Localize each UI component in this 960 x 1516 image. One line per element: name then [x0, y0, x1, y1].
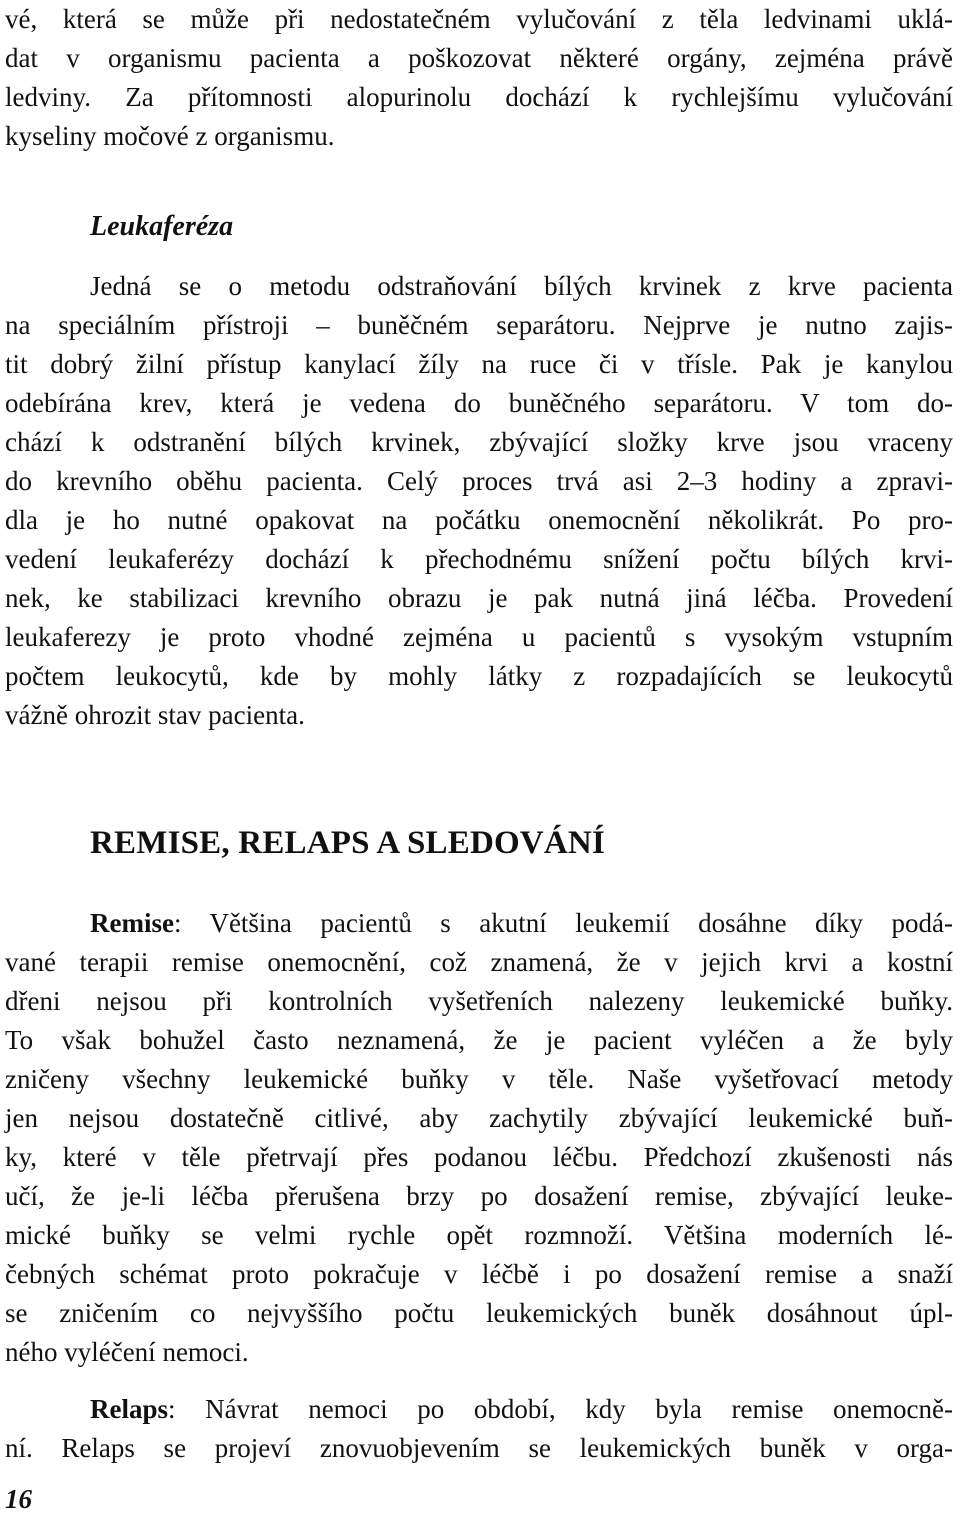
paragraph-top-line: ledviny. Za přítomnosti alopurinolu dochází k rychlejšímu vylučování: [5, 82, 953, 112]
remise-line: mické buňky se velmi rychle opět rozmnoží. Většina moderních lé-: [5, 1220, 953, 1250]
remise-line: dřeni nejsou při kontrolních vyšetřeních nalezeny leukemické buňky.: [5, 986, 953, 1016]
remise-line: vané terapii remise onemocnění, což znamená, že v jejich krvi a kostní: [5, 947, 953, 977]
leukafereza-line: do krevního oběhu pacienta. Celý proces trvá asi 2–3 hodiny a zpravi-: [5, 466, 953, 496]
paragraph-top-line: kyseliny močové z organismu.: [5, 121, 335, 151]
leukafereza-subheading: Leukaferéza: [90, 211, 234, 242]
leukafereza-line: dla je ho nutné opakovat na počátku onemocnění několikrát. Po pro-: [5, 505, 953, 535]
leukafereza-line: chází k odstranění bílých krvinek, zbývající složky krve jsou vraceny: [5, 427, 953, 457]
remise-term: Remise: [90, 908, 174, 938]
leukafereza-line: Jedná se o metodu odstraňování bílých krvinek z krve pacienta: [90, 271, 953, 301]
leukafereza-line: leukaferezy je proto vhodné zejména u pacientů s vysokým vstupním: [5, 622, 953, 652]
remise-line: jen nejsou dostatečně citlivé, aby zachytily zbývající leukemické buň-: [5, 1103, 953, 1133]
relaps-first-line: [5, 1392, 953, 1426]
remise-line: To však bohužel často neznamená, že je pacient vyléčen a že byly: [5, 1025, 953, 1055]
relaps-first-line-text: : Návrat nemoci po období, kdy byla remise onemocně-: [168, 1394, 953, 1424]
remise-line: učí, že je-li léčba přerušena brzy po dosažení remise, zbývající leuke-: [5, 1181, 953, 1211]
remise-line: ky, které v těle přetrvají přes podanou léčbu. Předchozí zkušenosti nás: [5, 1142, 953, 1172]
leukafereza-line: vážně ohrozit stav pacienta.: [5, 700, 305, 730]
relaps-line: ní. Relaps se projeví znovuobjevením se leukemických buněk v orga-: [5, 1433, 953, 1463]
leukafereza-line: vedení leukaferézy dochází k přechodnému snížení počtu bílých krvi-: [5, 544, 953, 574]
remise-first-line-text: : Většina pacientů s akutní leukemií dosáhne díky podá-: [173, 908, 953, 938]
relaps-term: Relaps: [90, 1394, 169, 1424]
paragraph-top-line: dat v organismu pacienta a poškozovat některé orgány, zejména právě: [5, 43, 953, 73]
leukafereza-line: počtem leukocytů, kde by mohly látky z rozpadajících se leukocytů: [5, 661, 953, 691]
page-number: 16: [5, 1484, 32, 1514]
remise-line: zničeny všechny leukemické buňky v těle. Naše vyšetřovací metody: [5, 1064, 953, 1094]
leukafereza-line: nek, ke stabilizaci krevního obrazu je pak nutná jiná léčba. Provedení: [5, 583, 953, 613]
remise-first-line: [5, 906, 953, 940]
leukafereza-line: odebírána krev, která je vedena do buněčného separátoru. V tom do-: [5, 388, 953, 418]
document-page: [5, 0, 953, 1516]
leukafereza-line: na speciálním přístroji – buněčném separátoru. Nejprve je nutno zajis-: [5, 310, 953, 340]
paragraph-top-line: vé, která se může při nedostatečném vylučování z těla ledvinami uklá-: [5, 4, 953, 34]
leukafereza-line: tit dobrý žilní přístup kanylací žíly na ruce či v třísle. Pak je kanylou: [5, 349, 953, 379]
section-heading: REMISE, RELAPS A SLEDOVÁNÍ: [90, 825, 605, 861]
remise-line: čebných schémat proto pokračuje v léčbě i po dosažení remise a snaží: [5, 1259, 953, 1289]
remise-line: ného vyléčení nemoci.: [5, 1337, 249, 1367]
remise-line: se zničením co nejvyššího počtu leukemických buněk dosáhnout úpl-: [5, 1298, 953, 1328]
